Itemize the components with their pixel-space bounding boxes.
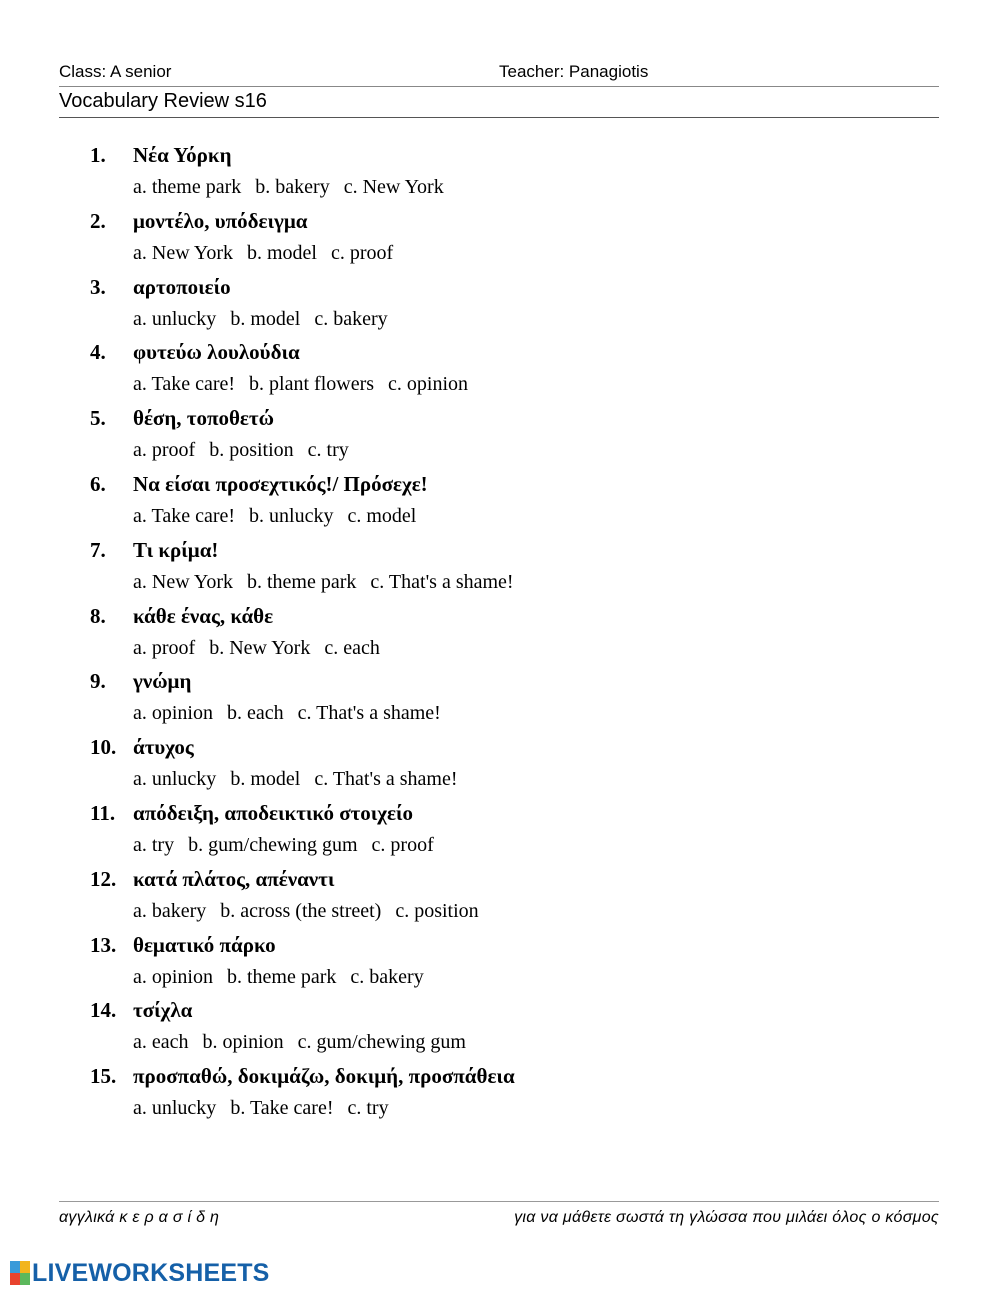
- question-number: 1.: [90, 143, 106, 167]
- answer-option[interactable]: b. bakery: [255, 176, 330, 198]
- question-number: 10.: [90, 735, 117, 760]
- question-item: [0, 1064, 1000, 1130]
- question-item: [0, 933, 1000, 999]
- answer-option[interactable]: a. each: [133, 1031, 189, 1054]
- question-number: 13.: [90, 932, 117, 957]
- answer-option[interactable]: c. proof: [371, 833, 434, 856]
- question-item: [0, 275, 1000, 341]
- answer-option[interactable]: b. unlucky: [249, 504, 334, 527]
- answer-option[interactable]: b. opinion: [202, 1031, 284, 1054]
- answer-option[interactable]: b. model: [230, 307, 301, 330]
- teacher-label: Teacher: Panagiotis: [499, 62, 649, 81]
- logo-square: [20, 1261, 30, 1273]
- answer-options: [133, 834, 448, 857]
- answer-option[interactable]: a. proof: [133, 636, 196, 659]
- question-term: τσίχλα: [133, 998, 193, 1023]
- answer-option[interactable]: a. unlucky: [133, 768, 217, 791]
- answer-option[interactable]: a. New York: [133, 241, 233, 264]
- answer-option[interactable]: a. Take care!: [133, 504, 236, 527]
- question-number: 15.: [90, 1064, 117, 1089]
- answer-option[interactable]: a. proof: [133, 439, 196, 462]
- question-term: Τι κρίμα!: [133, 537, 219, 562]
- answer-option[interactable]: b. theme park: [227, 965, 337, 988]
- answer-options: [133, 637, 394, 660]
- answer-option[interactable]: c. gum/chewing gum: [297, 1031, 466, 1054]
- document-title: Vocabulary Review s16: [59, 90, 267, 112]
- answer-option[interactable]: b. New York: [209, 636, 311, 659]
- answer-option[interactable]: b. each: [227, 702, 284, 725]
- question-term: κατά πλάτος, απέναντι: [133, 866, 335, 891]
- answer-options: [133, 1097, 403, 1120]
- answer-options: [133, 242, 407, 265]
- liveworksheets-logo-icon: [10, 1261, 30, 1285]
- answer-option[interactable]: b. model: [230, 768, 301, 791]
- answer-options: [133, 900, 493, 923]
- answer-option[interactable]: b. model: [247, 241, 317, 264]
- question-item: [0, 406, 1000, 472]
- question-term: Νέα Υόρκη: [133, 143, 232, 167]
- question-item: [0, 604, 1000, 670]
- question-term: προσπαθώ, δοκιμάζω, δοκιμή, προσπάθεια: [133, 1064, 515, 1089]
- question-number: 6.: [90, 471, 106, 496]
- question-number: 14.: [90, 998, 117, 1023]
- answer-options: [133, 308, 402, 331]
- footer-divider: [59, 1201, 939, 1202]
- logo-square: [10, 1273, 20, 1285]
- question-number: 9.: [90, 669, 106, 694]
- question-list: [0, 143, 1000, 1130]
- answer-option[interactable]: b. gum/chewing gum: [188, 833, 358, 856]
- brand-text: LIVEWORKSHEETS: [32, 1258, 270, 1287]
- liveworksheets-brand[interactable]: [10, 1258, 270, 1288]
- answer-option[interactable]: c. bakery: [314, 307, 388, 330]
- answer-option[interactable]: a. theme park: [133, 176, 242, 198]
- answer-option[interactable]: c. proof: [331, 241, 394, 264]
- question-item: [0, 735, 1000, 801]
- answer-option[interactable]: c. position: [395, 899, 479, 922]
- answer-options: [133, 373, 482, 396]
- question-item: [0, 209, 1000, 275]
- title-divider: [59, 117, 939, 118]
- question-number: 5.: [90, 406, 106, 431]
- answer-options: [133, 176, 458, 199]
- class-label: Class: A senior: [59, 62, 172, 81]
- question-number: 8.: [90, 603, 106, 628]
- question-term: θεματικό πάρκο: [133, 932, 276, 957]
- question-item: [0, 472, 1000, 538]
- question-number: 11.: [90, 800, 116, 825]
- question-item: [0, 669, 1000, 735]
- answer-option[interactable]: b. position: [209, 439, 294, 462]
- answer-option[interactable]: a. unlucky: [133, 1097, 217, 1120]
- question-item: [0, 801, 1000, 867]
- answer-option[interactable]: c. opinion: [388, 373, 469, 396]
- answer-option[interactable]: a. bakery: [133, 899, 207, 922]
- answer-option[interactable]: a. unlucky: [133, 307, 217, 330]
- question-term: θέση, τοποθετώ: [133, 406, 274, 431]
- question-number: 2.: [90, 208, 106, 233]
- question-item: [0, 998, 1000, 1064]
- answer-option[interactable]: c. bakery: [350, 965, 424, 988]
- answer-option[interactable]: a. opinion: [133, 965, 213, 988]
- answer-option[interactable]: b. plant flowers: [249, 373, 375, 396]
- question-number: 12.: [90, 866, 117, 891]
- question-item: [0, 143, 1000, 209]
- answer-option[interactable]: c. try: [347, 1097, 389, 1120]
- answer-options: [133, 505, 430, 528]
- question-number: 7.: [90, 537, 106, 562]
- answer-option[interactable]: a. Take care!: [133, 373, 236, 396]
- question-term: μοντέλο, υπόδειγμα: [133, 208, 308, 233]
- question-item: [0, 340, 1000, 406]
- logo-square: [10, 1261, 20, 1273]
- answer-options: [133, 966, 438, 989]
- answer-options: [133, 439, 363, 462]
- answer-options: [133, 1031, 480, 1054]
- footer-right-text: για να μάθετε σωστά τη γλώσσα που μιλάει όλος ο κόσμος: [514, 1209, 939, 1226]
- answer-options: [133, 768, 472, 791]
- header-divider: [59, 86, 939, 87]
- answer-option[interactable]: b. across (the street): [220, 899, 382, 922]
- answer-option[interactable]: c. That's a shame!: [370, 570, 514, 593]
- answer-option[interactable]: a. opinion: [133, 702, 213, 725]
- answer-option[interactable]: c. model: [347, 504, 417, 527]
- answer-option[interactable]: c. That's a shame!: [314, 768, 458, 791]
- logo-square: [20, 1273, 30, 1285]
- answer-option[interactable]: c. New York: [343, 176, 444, 198]
- header-row: [59, 62, 939, 84]
- question-term: απόδειξη, αποδεικτικό στοιχείο: [133, 800, 413, 825]
- question-number: 3.: [90, 274, 106, 299]
- answer-option[interactable]: a. try: [133, 833, 175, 856]
- question-item: [0, 867, 1000, 933]
- question-term: αρτοποιείο: [133, 274, 231, 299]
- answer-option[interactable]: c. try: [307, 439, 349, 462]
- question-term: γνώμη: [133, 669, 192, 694]
- footer-left-text: αγγλικά κ ε ρ α σ ί δ η: [59, 1209, 220, 1226]
- question-number: 4.: [90, 340, 106, 365]
- question-term: Να είσαι προσεχτικός!/ Πρόσεχε!: [133, 471, 428, 496]
- question-item: [0, 538, 1000, 604]
- answer-options: [133, 571, 528, 594]
- question-term: φυτεύω λουλούδια: [133, 340, 300, 365]
- answer-option[interactable]: b. Take care!: [230, 1097, 334, 1120]
- answer-option[interactable]: c. each: [324, 636, 380, 659]
- answer-option[interactable]: c. That's a shame!: [297, 702, 441, 725]
- question-term: άτυχος: [133, 735, 194, 760]
- answer-options: [133, 702, 455, 725]
- question-term: κάθε ένας, κάθε: [133, 603, 274, 628]
- answer-option[interactable]: a. New York: [133, 570, 233, 593]
- answer-option[interactable]: b. theme park: [247, 570, 357, 593]
